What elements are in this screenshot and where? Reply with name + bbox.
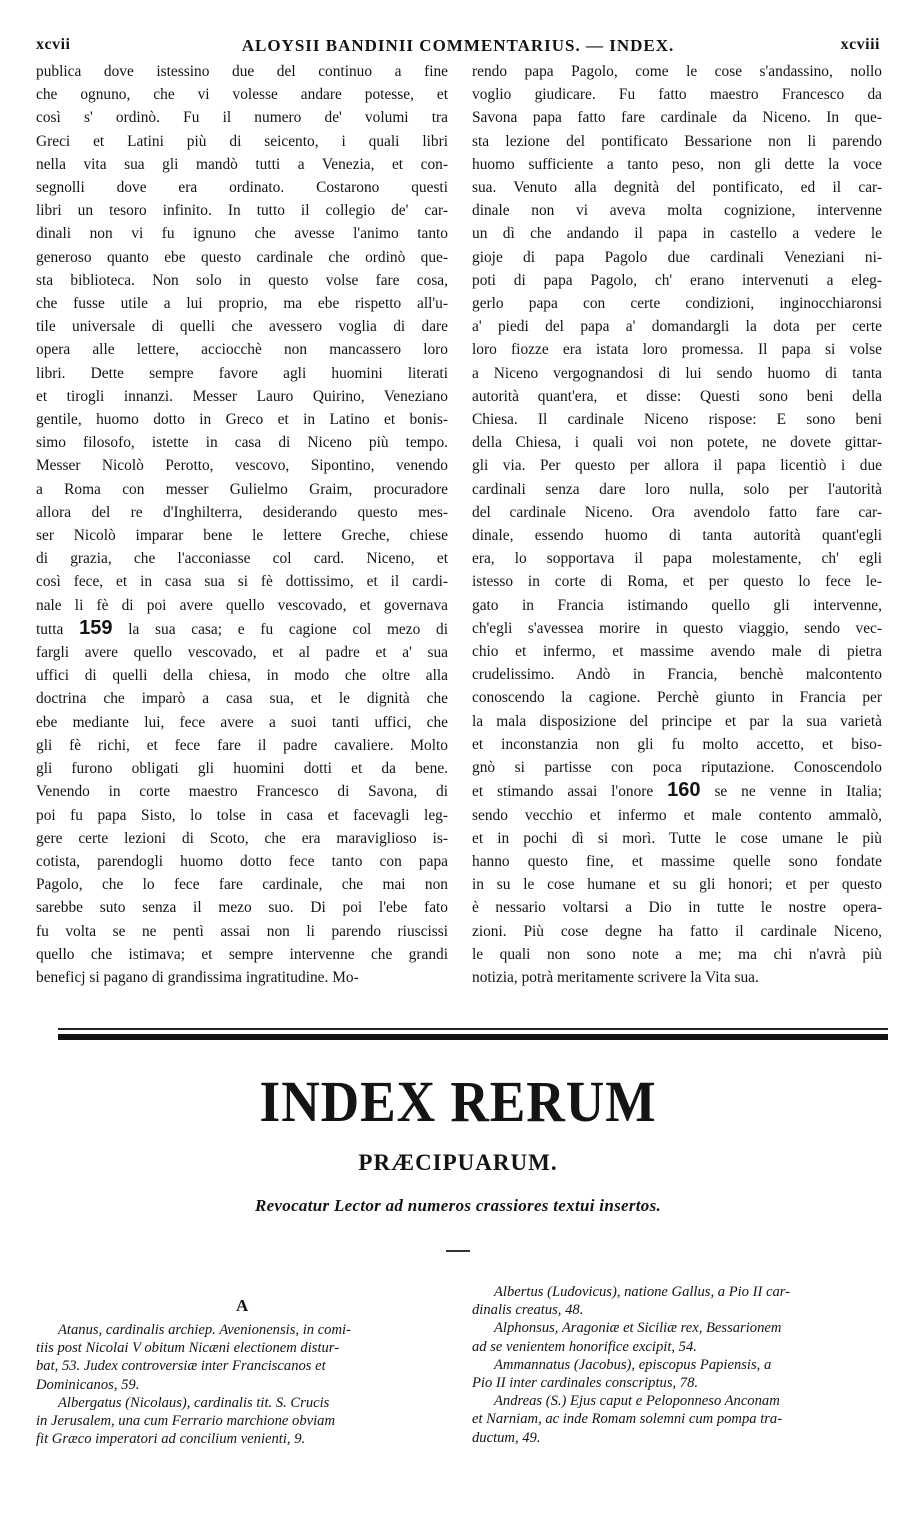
text-line: conoscendo la cagione. Perchè giunto in Francia per [472,689,882,707]
text-line: libri. Dette sempre favore agli huomini literati [36,364,448,382]
running-head [36,36,880,60]
text-line: Savona papa fatto fare cardinale da Niceno. In que- [472,109,882,127]
index-entry-line: Ammannatus (Jacobus), episcopus Papiensis, a [494,1356,772,1373]
text-line: zioni. Più cose degne ha fatto il cardinale Niceno, [472,922,882,940]
index-entry-line: Alphonsus, Aragoniæ et Siciliæ rex, Bessarionem [494,1320,782,1337]
index-entry-line: in Jerusalem, una cum Ferrario marchione obviam [36,1413,335,1430]
index-entry-line: ductum, 49. [472,1429,541,1446]
text-line: a Roma con messer Gulielmo Graim, procuradore [36,480,448,498]
text-line: sta lezione del pontificato Bessarione non li parendo [472,132,882,150]
text-line: rendo papa Pagolo, come le cose s'andassino, nollo [472,63,882,80]
text-line: hanno questo fine, et massime quelle sono fondate [472,852,882,870]
index-entry-line: ad se venientem honorifice excipit, 54. [472,1338,697,1355]
text-line: è nessario voltarsi a Dio in tutte le nostre opera- [472,899,882,917]
text-line: generoso quanto ebe questo cardinale che ordinò que- [36,248,448,266]
text-line: libri un tesoro infinito. In tutto il collegio de' car- [36,202,448,220]
text-line: sarebbe suto senza il mezo suo. Di poi l'ebe fato [36,899,448,917]
text-line: sendo vecchio et infermo et male contento ammalò, [472,806,882,824]
text-line: che ognuno, che vi volesse andare potesse, et [36,86,448,104]
index-column-right [472,1283,882,1447]
text-line: notizia, potrà meritamente scrivere la Vita sua. [472,968,759,986]
section-rule-thick [58,1034,888,1040]
index-entry-line: Albertus (Ludovicus), natione Gallus, a Pio II car- [494,1284,791,1300]
text-line: publica dove istessino due del continuo a fine [36,63,448,80]
text-line: et inconstanzia non gli fu molto accetto, et biso- [472,735,882,753]
text-line: così fece, et in casa sua si fè dottissimo, et il cardi- [36,573,448,591]
index-entry-line: fit Græco imperatori ad concilium venienti, 9. [36,1431,306,1448]
text-line: a' piedi del papa a' domandargli la dota per certe [472,318,882,336]
text-line: fargli avere quello vescovado, et al padre et a' sua [36,644,448,662]
text-line: poi fu papa Sisto, lo tolse in casa et facevagli leg- [36,806,448,824]
index-entry-line: Dominicanos, 59. [36,1376,140,1393]
text-line: quello che istimava; et sempre intervenne che grandi [36,945,448,963]
index-entry-line: Pio II inter cardinales conscriptus, 78. [472,1375,699,1392]
text-line: le quali non sono note a me; ma chi n'avrà più [472,945,882,963]
text-line: uffici di quelli della chiesa, in modo che oltre alla [36,667,448,685]
text-line: loro fiozze era istata loro promessa. Il papa si volse [472,341,882,359]
text-line: sua. Venuto alla degnità del pontificato, ed il car- [472,179,882,197]
text-line: segnolli dove era ordinato. Costarono questi [36,179,448,197]
text-line: era, lo sopportava il papa molestamente, ch' egli [472,550,882,568]
text-line: opera alle lettere, acciocchè non mancassero loro [36,341,448,359]
text-line: che fusse utile a lui proprio, ma ebe rispetto all'u- [36,295,448,313]
text-line: di grazia, che l'acconiasse col card. Niceno, et [36,550,448,568]
text-line: chio et infermo, et massime avendo male di pietra [472,643,882,661]
text-line: nale li fè di poi avere quello vescovado, et governava [36,596,448,614]
text-line: dinale, essendo huomo di tanta autorità quant'egli [472,527,882,545]
text-line: Venendo in corte maestro Francesco di Savona, di [36,783,448,801]
text-line: voglio giudicare. Fu fatto maestro Francesco da [472,86,882,104]
text-line: beneficj si pagano di grandissima ingratitudine. Mo- [36,968,359,986]
text-fragment: tutta [36,620,64,638]
index-entry-line: tiis post Nicolai V obitum Nicæni electionem distur- [36,1340,340,1357]
text-line: sta biblioteca. Non solo in questo volse fare cosa, [36,271,448,289]
text-line: gli via. Per questo per allora il papa licentiò i due [472,457,882,475]
index-entry-line: dinalis creatus, 48. [472,1302,584,1319]
index-entry-line: Atanus, cardinalis archiep. Avenionensis, in comi- [58,1322,351,1338]
text-line: istesso in corte di Roma, et per questo lo fece le- [472,573,882,591]
text-line: cotista, parendogli huomo dotto fece tanto con papa [36,852,448,870]
text-line: gere certe lezioni di Scoto, che era maraviglioso is- [36,829,448,847]
text-line: fu volta se ne pentì assai non li parendo riuscissi [36,922,448,940]
text-line: gentile, huomo dotto in Greco et in Latino et bonis- [36,411,448,429]
text-line: et tirogli innanzi. Messer Lauro Quirino, Veneziano [36,387,448,405]
index-entry-line: Andreas (S.) Ejus caput e Peloponneso Anconam [494,1393,780,1410]
index-note: Revocatur Lector ad numeros crassiores textui insertos. [254,1196,662,1215]
index-entry-line: bat, 53. Judex controversiæ inter Franciscanos et [36,1358,326,1375]
text-line: ebe mediante lui, fece avere a suoi tanti uffici, che [36,713,448,731]
text-line: allora del re d'Inghilterra, desiderando questo mes- [36,503,448,521]
index-column-left [36,1321,448,1448]
text-line: ser Nicolò imparar bene le lettere Greche, chiese [36,527,448,545]
text-line: crudelissimo. Andò in Francia, benchè malcontento [472,666,882,684]
text-line: Messer Nicolò Perotto, vescovo, Sipontino, venendo [36,457,448,475]
text-line-with-marginal-number [472,779,882,803]
text-line: in su le cose humane et su gli honori; et per questo [472,876,882,894]
text-line: dinale non vi aveva molta cognizione, intervenne [472,202,882,220]
text-line: poti di papa Pagolo, ch' erano intervenuti a eleg- [472,271,882,289]
text-column-right [472,60,882,989]
text-line: autorità quant'era, et disse: Questi sono beni della [472,387,882,405]
index-entry-line: et Narniam, ac inde Romam solemni cum pompa tra- [472,1411,783,1428]
text-line: ch'egli s'avessea morire in questo viaggio, sendo vec- [472,619,882,637]
text-line: Greci et Latini più di seicento, i quali libri [36,132,448,150]
text-line: gnò si partisse con poca riputazione. Conoscendolo [472,759,882,777]
text-line: tile universale di quelli che avessero voglia di dare [36,318,448,336]
text-line: cardinali senza dare loro nulla, solo per l'autorità [472,480,882,498]
text-fragment: se ne venne in Italia; [714,783,882,801]
text-line: huomo sufficiente a tanto peso, non gli dette la voce [472,155,882,173]
text-line: nella vita sua gli mandò tutti a Venezia, et con- [36,155,448,173]
text-line: doctrina che imparò a casa sua, et le dignità che [36,690,448,708]
index-entry-line: Albergatus (Nicolaus), cardinalis tit. S. Crucis [58,1394,330,1411]
text-line: del cardinale Niceno. Ora avendolo fatto fare car- [472,503,882,521]
marginal-page-number: 160 [667,779,701,802]
index-subtitle: PRÆCIPUARUM. [358,1150,558,1175]
text-line: dinali non vi fu ignuno che avesse l'animo tanto [36,225,448,243]
text-fragment: la sua casa; e fu cagione col mezo di [128,620,448,638]
text-column-left [36,60,448,989]
text-line: gli furono obligati gli huomini dotti et da bene. [36,760,448,778]
text-line: gato in Francia istimando quello gli intervenne, [472,596,882,614]
text-line-with-marginal-number [36,617,448,641]
text-line: la mala disposizione del principe et par la sua varietà [472,712,882,730]
right-page-number: xcviii [840,36,880,53]
text-line: Pagolo, che lo fece fare cardinale, che mai non [36,876,448,894]
text-line: a Niceno vergognandosi di lui sendo huomo di tanta [472,364,882,382]
section-rule-thin [58,1028,888,1030]
index-letter-heading: A [236,1296,249,1315]
text-line: un dì che andando il papa in castello a vedere le [472,225,882,243]
text-fragment: et stimando assai l'onore [472,783,654,801]
text-line: gioje di papa Pagolo due cardinali Veneziani ni- [472,248,882,266]
text-line: così s' ordinò. Fu il numero de' volumi tra [36,109,448,127]
text-line: simo filosofo, istette in casa di Niceno più tempo. [36,434,448,452]
running-head-title: ALOYSII BANDINII COMMENTARIUS. — INDEX. [241,36,675,55]
marginal-page-number: 159 [79,616,113,639]
text-line: della Chiesa, i quali voi non potete, ne dovete gittar- [472,434,882,452]
text-line: et in pochi dì si morì. Tutte le cose umane le più [472,829,882,847]
text-line: gli fè richi, et fece fare il padre cavaliere. Molto [36,736,448,754]
ornamental-dash [446,1250,470,1252]
index-title: INDEX RERUM [259,1069,657,1134]
text-line: gerlo papa con certe condizioni, inginocchiaronsi [472,295,882,313]
left-page-number: xcvii [36,36,71,53]
text-line: Chiesa. Il cardinale Niceno rispose: E sono beni [472,411,882,429]
